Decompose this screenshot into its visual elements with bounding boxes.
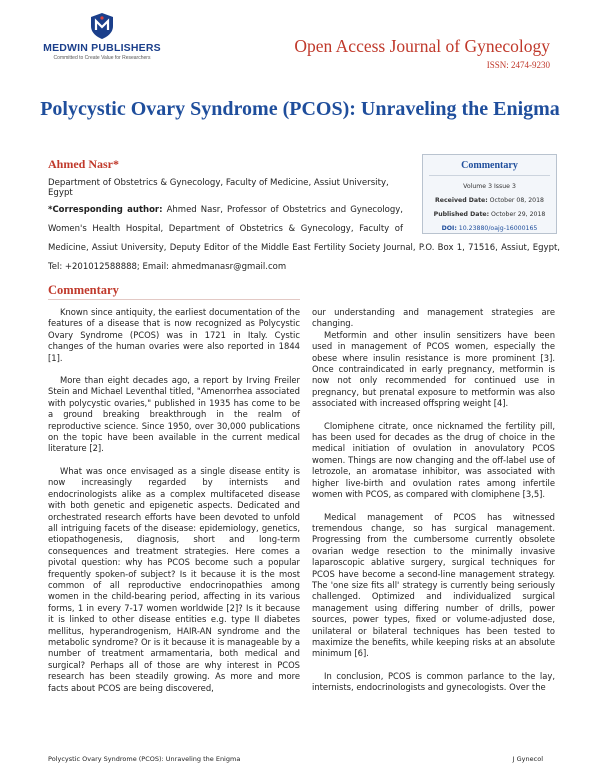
- journal-name: Open Access Journal of Gynecology: [294, 36, 550, 56]
- paragraph: our understanding and management strategies are changing.: [312, 307, 555, 329]
- corresponding-line-3: Medicine, Assiut University, Deputy Editor of the Middle East Fertility Society Journal, P.O. Box 1, 71516, Assiut, Egypt,: [48, 243, 560, 253]
- footer-article-title: Polycystic Ovary Syndrome (PCOS): Unraveling the Enigma: [48, 755, 241, 763]
- received-value: October 08, 2018: [487, 197, 544, 204]
- paragraph: Known since antiquity, the earliest documentation of the features of a disease that is now recognized as Polycystic Ovary Syndrome (PCOS) was in 1721 in Italy. Cystic changes of the human ovaries were also reported in 1844 [1].: [48, 307, 300, 363]
- received-label: Received Date:: [435, 197, 488, 204]
- corresponding-contact: Tel: +201012588888; Email: ahmedmanasr@gmail.com: [48, 262, 287, 272]
- article-type: Commentary: [461, 160, 518, 171]
- corresponding-line-1: [48, 201, 403, 220]
- section-heading: Commentary: [48, 283, 119, 297]
- doi[interactable]: [423, 225, 556, 232]
- doi-label: DOI:: [441, 225, 457, 232]
- volume-issue: Volume 3 Issue 3: [463, 183, 516, 190]
- corresponding-text-1: Ahmed Nasr, Professor of Obstetrics and Gynecology,: [162, 205, 403, 215]
- received-date: [423, 197, 556, 204]
- paragraph: Medical management of PCOS has witnessed tremendous change, so has surgical management. Progressing from the cumbersome currently obsolete ovarian wedge resection to the minimally invasive laparoscopic ablative surgery, surgical techniques for PCOS have become a second-line management strategy. The 'one size fits all' strategy is currently being seriously challenged. Optimized and individualized surgical management using differing number of drills, power sources, power types, fixed or volume-adjusted dose, unilateral or bilateral techniques has been tested to maximize the benefits, while keeping risks at an absolute minimum [6].: [312, 511, 555, 659]
- journal-issn: ISSN: 2474-9230: [486, 60, 550, 70]
- body-column-left: [48, 307, 300, 694]
- paragraph: Metformin and other insulin sensitizers have been used in management of PCOS women, especially the obese where insulin resistance is more prominent [3]. Once contraindicated in early pregnancy, metformin is now not only recommended for continued use in pregnancy, but prenatal exposure to metformin was also associated with increased offspring weight [4].: [312, 329, 555, 409]
- paragraph: In conclusion, PCOS is common parlance to the lay, internists, endocrinologists and gynecologists. Over the: [312, 670, 555, 693]
- corresponding-line-2: Women's Health Hospital, Department of Obstetrics & Gynecology, Faculty of: [48, 224, 403, 234]
- published-date: [423, 211, 556, 218]
- published-value: October 29, 2018: [489, 211, 546, 218]
- paragraph: What was once envisaged as a single disease entity is now increasingly regarded by internists and endocrinologists alike as a complex multifaceted disease with both genetic and epigenetic aspects. Dedicated and orchestrated research efforts have been devoted to unfold all intriguing facets of the disease: epidemiology, genetics, etiopathogenesis, diagnosis, short and long-term consequences and treatment strategies. Here comes a pivotal question: why has PCOS become such a popular frequently spoken-of subject? Is it because it is the most common of all reproductive endocrinopathies among women in the child-bearing period, affecting in its various forms, 1 in every 7-17 women worldwide [2]? Is it because it is linked to other disease entities e.g. type II diabetes mellitus, hyperandrogenism, HAIR-AN syndrome and the metabolic syndrome? Or is it because it is manageable by a number of treatment armamentaria, both medical and surgical? Perhaps all of those are why interest in PCOS research has been steadily growing. As more and more facts about PCOS are being discovered,: [48, 465, 300, 693]
- publisher-logo: [22, 12, 182, 61]
- section-divider: [48, 299, 300, 300]
- info-divider: [429, 175, 550, 176]
- page-footer: [0, 754, 600, 763]
- paragraph: Clomiphene citrate, once nicknamed the fertility pill, has been used for decades as the drug of choice in the medical initiation of ovulation in anovulatory PCOS women. Things are now changing and the off-label use of letrozole, an aromatase inhibitor, was associated with higher live-birth and ovulation rates among infertile women with PCOS, as compared with clomiphene [3,5].: [312, 420, 555, 500]
- paragraph: More than eight decades ago, a report by Irving Freiler Stein and Michael Leventhal titled, "Amenorrhea associated with polycystic ovaries," published in 1935 has come to be a ground breaking breakthrough in the realm of reproductive science. Since 1950, over 30,000 publications on the topic have been available in the current medical literature [2].: [48, 375, 300, 454]
- medwin-shield-icon: [89, 12, 115, 40]
- article-info-box: [422, 154, 557, 234]
- author-affiliation: Department of Obstetrics & Gynecology, Faculty of Medicine, Assiut University, Egypt: [48, 178, 389, 198]
- author-name: Ahmed Nasr*: [48, 157, 119, 171]
- footer-journal-abbr: J Gynecol: [512, 755, 543, 763]
- body-column-right: [312, 307, 555, 694]
- corresponding-label: *Corresponding author:: [48, 205, 163, 215]
- doi-value: 10.23880/oajg-16000165: [456, 225, 538, 232]
- article-title: Polycystic Ovary Syndrome (PCOS): Unraveling the Enigma: [40, 98, 560, 120]
- publisher-tagline: Committed to Create Value for Researchers: [53, 55, 151, 61]
- published-label: Published Date:: [433, 211, 490, 218]
- journal-header: [294, 36, 550, 70]
- publisher-name: MEDWIN PUBLISHERS: [43, 42, 161, 54]
